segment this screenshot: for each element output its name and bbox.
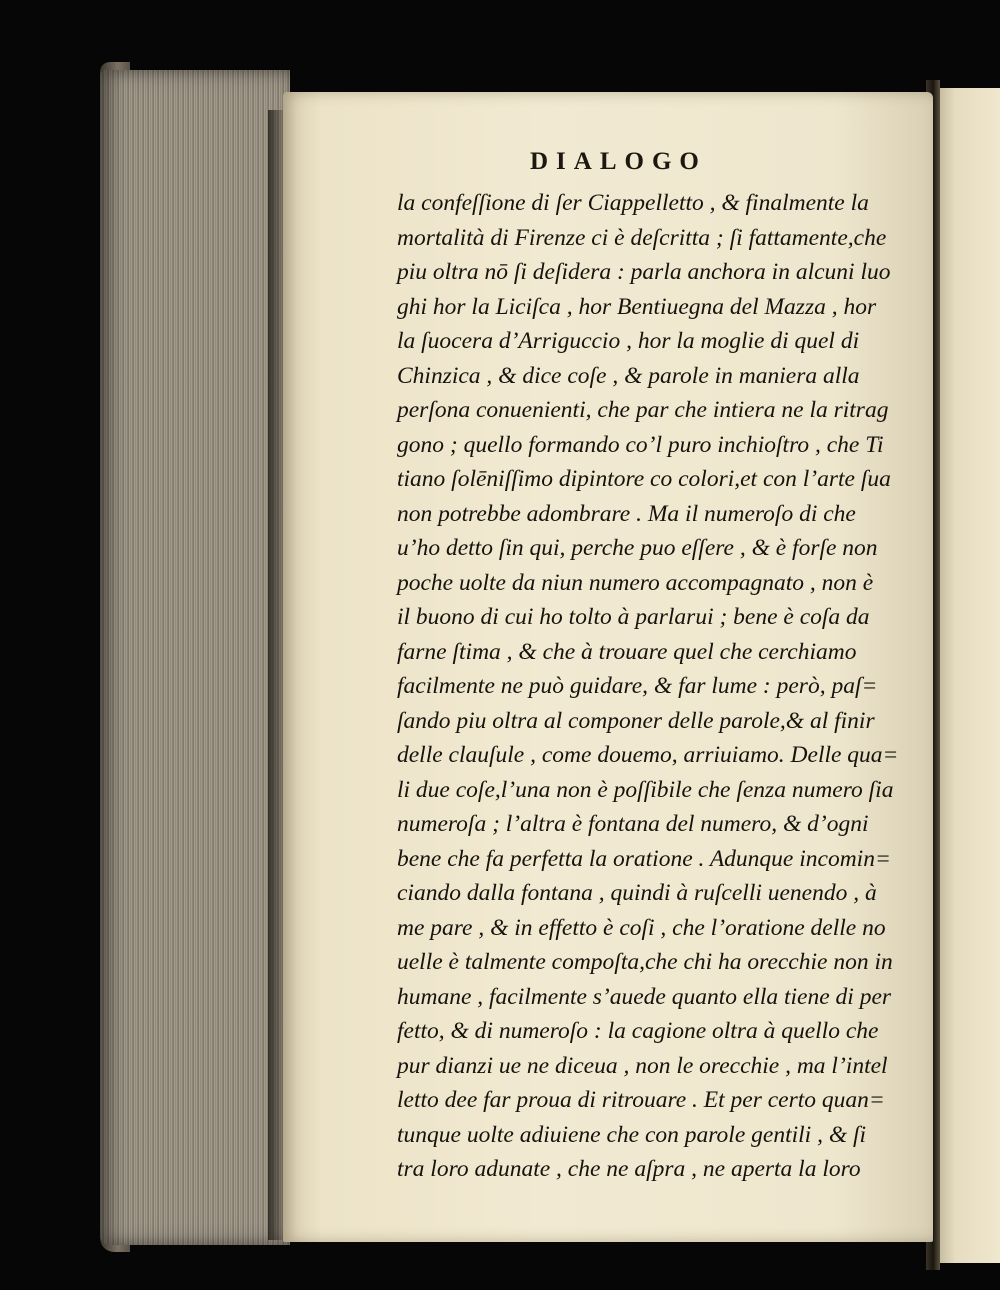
page-text — [397, 186, 897, 1187]
text-line: tra loro adunate , che ne aſpra , ne aperta la loro — [397, 1156, 861, 1182]
text-line: numeroſa ; l’altra è fontana del numero, & d’ogni — [397, 811, 869, 837]
page-block-edges — [100, 70, 290, 1245]
text-line: tiano ſolēniſſimo dipintore co colori,et con l’arte ſua — [397, 466, 891, 492]
text-line: ghi hor la Liciſca , hor Bentiuegna del Mazza , hor — [397, 293, 877, 320]
facing-page — [936, 88, 1000, 1263]
text-line: ciando dalla fontana , quindi à ruſcelli uenendo , à — [397, 880, 877, 906]
text-line: u’ho detto ſin qui, perche puo eſſere , & è forſe non — [397, 535, 878, 561]
text-line: la ſuocera d’Arriguccio , hor la moglie di quel di — [397, 328, 860, 354]
text-line: piu oltra nō ſi deſidera : parla anchora in alcuni luo — [397, 259, 891, 285]
text-line: facilmente ne può guidare, & far lume : però, paſ= — [397, 673, 878, 699]
text-line: letto dee far proua di ritrouare . Et per certo quan= — [397, 1087, 885, 1113]
text-line: il buono di cui ho tolto à parlarui ; bene è coſa da — [397, 604, 870, 630]
text-line: mortalità di Firenze ci è deſcritta ; ſi fattamente,che — [397, 224, 887, 251]
running-head: DIALOGO — [530, 148, 707, 175]
text-line: me pare , & in effetto è coſi , che l’oratione delle no — [397, 914, 886, 941]
text-line: Chinzica , & dice coſe , & parole in maniera alla — [397, 362, 860, 389]
text-line: delle clauſule , come douemo, arriuiamo. Delle qua= — [397, 742, 899, 768]
text-line: ſando piu oltra al componer delle parole,& al finir — [397, 707, 875, 734]
text-line: tunque uolte adiuiene che con parole gentili , & ſi — [397, 1121, 867, 1148]
text-line: humane , facilmente s’auede quanto ella tiene di per — [397, 983, 892, 1010]
text-line: fetto, & di numeroſo : la cagione oltra à quello che — [397, 1018, 879, 1044]
text-line: perſona conuenienti, che par che intiera ne la ritrag — [397, 397, 889, 423]
text-line: li due coſe,l’una non è poſſibile che ſenza numero ſia — [397, 776, 894, 803]
text-line: farne ſtima , & che à trouare quel che cerchiamo — [397, 638, 857, 665]
text-line: uelle è talmente compoſta,che chi ha orecchie non in — [397, 949, 893, 975]
text-line: non potrebbe adombrare . Ma il numeroſo di che — [397, 500, 856, 527]
text-line: pur dianzi ue ne diceua , non le orecchie , ma l’intel — [397, 1052, 888, 1079]
text-line: la confeſſione di ſer Ciappelletto , & finalmente la — [397, 190, 869, 216]
text-line: poche uolte da niun numero accompagnato , non è — [397, 569, 874, 596]
text-line: gono ; quello formando co’l puro inchioſtro , che Ti — [397, 431, 884, 458]
text-line: bene che fa perfetta la oratione . Adunque incomin= — [397, 845, 891, 872]
